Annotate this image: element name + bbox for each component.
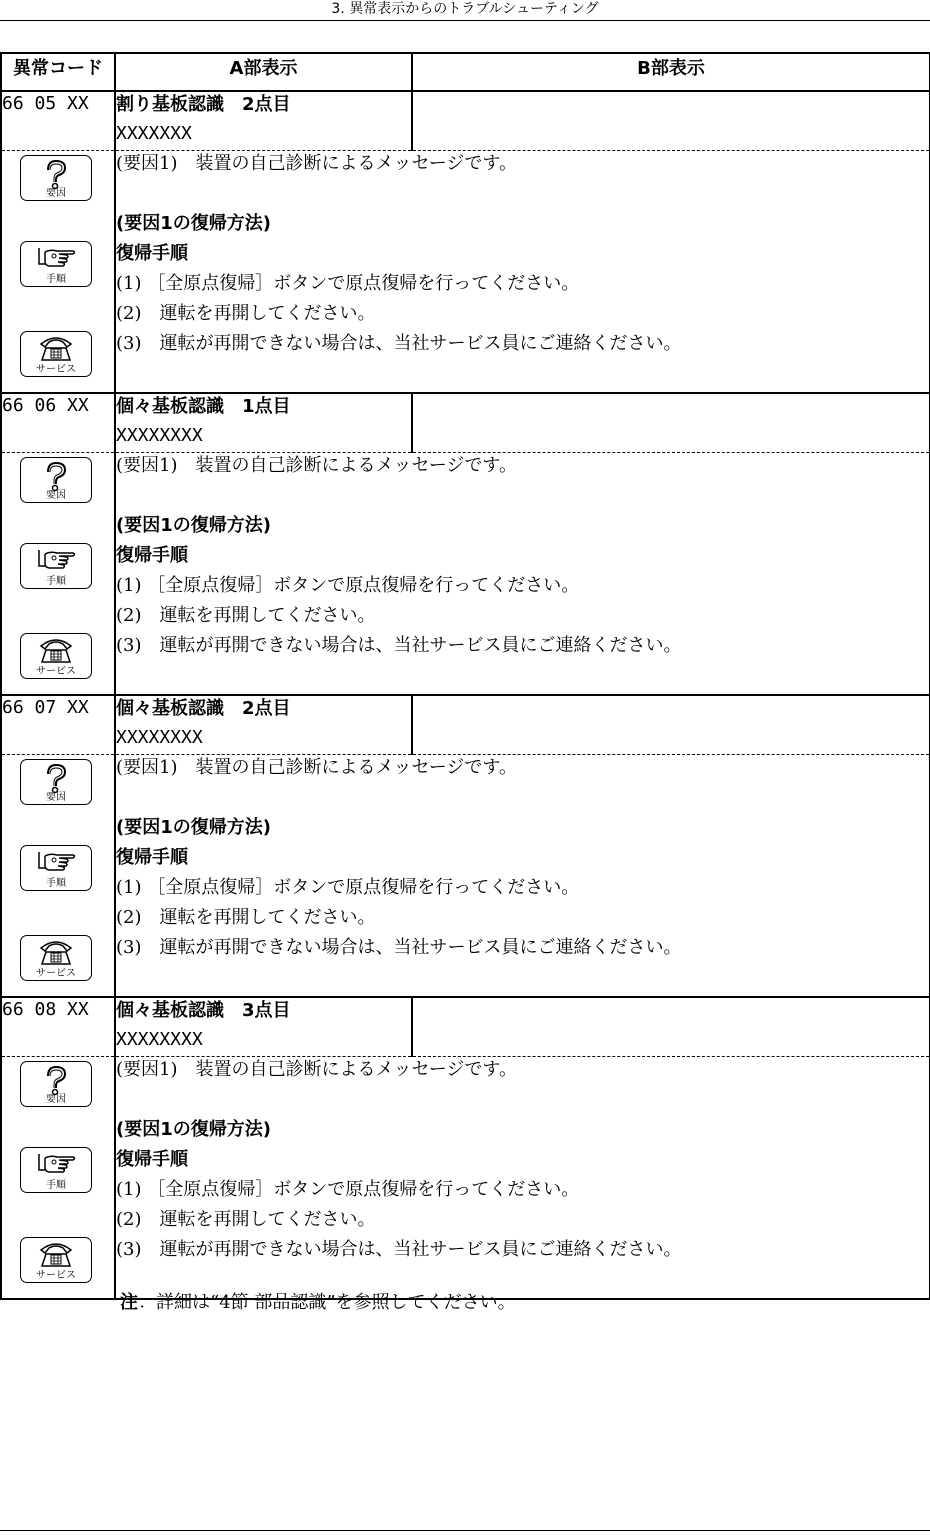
error-code-row [1, 91, 930, 151]
a-display-cell [115, 695, 412, 755]
b-display-cell [412, 997, 930, 1057]
step-3: (3) 運転が再開できない場合は、当社サービス員にご連絡ください。 [116, 1239, 682, 1260]
telephone-icon [20, 331, 92, 377]
icon-column [1, 453, 115, 696]
pointing-hand-icon [20, 241, 92, 287]
service-label: サービス [36, 968, 76, 979]
a-display-cell [115, 393, 412, 453]
step-3: (3) 運転が再開できない場合は、当社サービス員にご連絡ください。 [116, 635, 682, 656]
blank-line [116, 1087, 929, 1117]
cause-text: (要因1) 装置の自己診断によるメッセージです。 [116, 757, 517, 778]
procedure-title: 復帰手順 [116, 545, 188, 566]
telephone-icon [20, 633, 92, 679]
step-2: (2) 運転を再開してください。 [116, 1209, 376, 1230]
step-2: (2) 運転を再開してください。 [116, 907, 376, 928]
recovery-title: (要因1の復帰方法) [116, 213, 271, 234]
blank-line [116, 181, 929, 211]
error-code-row [1, 393, 930, 453]
error-code: 66 06 XX [1, 393, 115, 453]
footnote-label: 注 [120, 1292, 138, 1313]
pointing-hand-icon [20, 543, 92, 589]
a-display-line2: XXXXXXXX [116, 1029, 203, 1050]
cause-text: (要因1) 装置の自己診断によるメッセージです。 [116, 1059, 517, 1080]
b-display-cell [412, 695, 930, 755]
header-error-code: 異常コード [1, 53, 115, 91]
cause-text: (要因1) 装置の自己診断によるメッセージです。 [116, 455, 517, 476]
blank-line [116, 483, 929, 513]
a-display-line1: 割り基板認識 2点目 [116, 94, 291, 115]
procedure-title: 復帰手順 [116, 243, 188, 264]
recovery-title: (要因1の復帰方法) [116, 1119, 271, 1140]
page-header: 3. 異常表示からのトラブルシューティング [0, 0, 930, 21]
cause-text: (要因1) 装置の自己診断によるメッセージです。 [116, 153, 517, 174]
question-mark-icon [20, 759, 92, 805]
pointing-hand-icon [20, 845, 92, 891]
error-code: 66 08 XX [1, 997, 115, 1057]
step-2: (2) 運転を再開してください。 [116, 303, 376, 324]
page-bottom-rule [0, 1530, 930, 1531]
footnote [120, 1288, 516, 1314]
step-3: (3) 運転が再開できない場合は、当社サービス員にご連絡ください。 [116, 937, 682, 958]
error-code: 66 07 XX [1, 695, 115, 755]
icon-column [1, 755, 115, 998]
pointing-hand-icon [20, 1147, 92, 1193]
question-mark-icon [20, 457, 92, 503]
procedure-title: 復帰手順 [116, 1149, 188, 1170]
error-code-row [1, 695, 930, 755]
telephone-icon [20, 1237, 92, 1283]
b-display-cell [412, 393, 930, 453]
error-code-table [0, 52, 930, 1300]
a-display-line2: XXXXXXXX [116, 425, 203, 446]
service-label: サービス [36, 666, 76, 677]
recovery-title: (要因1の復帰方法) [116, 817, 271, 838]
cause-label: 要因 [46, 188, 66, 199]
step-1: (1) ［全原点復帰］ボタンで原点復帰を行ってください。 [116, 575, 580, 596]
a-display-cell [115, 997, 412, 1057]
icon-column [1, 151, 115, 394]
error-code-row [1, 997, 930, 1057]
error-detail-row [1, 453, 930, 696]
error-detail-row [1, 1057, 930, 1300]
header-b-display: B部表示 [412, 53, 930, 91]
procedure-label: 手順 [46, 1180, 66, 1191]
step-1: (1) ［全原点復帰］ボタンで原点復帰を行ってください。 [116, 273, 580, 294]
a-display-line2: XXXXXXX [116, 123, 192, 144]
a-display-line2: XXXXXXXX [116, 727, 203, 748]
footnote-text: ：詳細は“4節 部品認識”を参照してください。 [138, 1292, 516, 1313]
error-code: 66 05 XX [1, 91, 115, 151]
header-a-display: A部表示 [115, 53, 412, 91]
question-mark-icon [20, 1061, 92, 1107]
question-mark-icon [20, 155, 92, 201]
service-label: サービス [36, 1270, 76, 1281]
a-display-line1: 個々基板認識 1点目 [116, 396, 291, 417]
error-detail-row [1, 755, 930, 998]
a-display-line1: 個々基板認識 3点目 [116, 1000, 291, 1021]
b-display-cell [412, 91, 930, 151]
error-detail-body [115, 453, 930, 696]
procedure-title: 復帰手順 [116, 847, 188, 868]
step-1: (1) ［全原点復帰］ボタンで原点復帰を行ってください。 [116, 877, 580, 898]
step-3: (3) 運転が再開できない場合は、当社サービス員にご連絡ください。 [116, 333, 682, 354]
error-detail-body [115, 755, 930, 998]
cause-label: 要因 [46, 792, 66, 803]
procedure-label: 手順 [46, 274, 66, 285]
procedure-label: 手順 [46, 878, 66, 889]
cause-label: 要因 [46, 490, 66, 501]
step-1: (1) ［全原点復帰］ボタンで原点復帰を行ってください。 [116, 1179, 580, 1200]
cause-label: 要因 [46, 1094, 66, 1105]
recovery-title: (要因1の復帰方法) [116, 515, 271, 536]
error-detail-body [115, 151, 930, 394]
telephone-icon [20, 935, 92, 981]
service-label: サービス [36, 364, 76, 375]
step-2: (2) 運転を再開してください。 [116, 605, 376, 626]
icon-column [1, 1057, 115, 1300]
a-display-cell [115, 91, 412, 151]
blank-line [116, 785, 929, 815]
error-detail-body [115, 1057, 930, 1300]
error-detail-row [1, 151, 930, 394]
a-display-line1: 個々基板認識 2点目 [116, 698, 291, 719]
procedure-label: 手順 [46, 576, 66, 587]
